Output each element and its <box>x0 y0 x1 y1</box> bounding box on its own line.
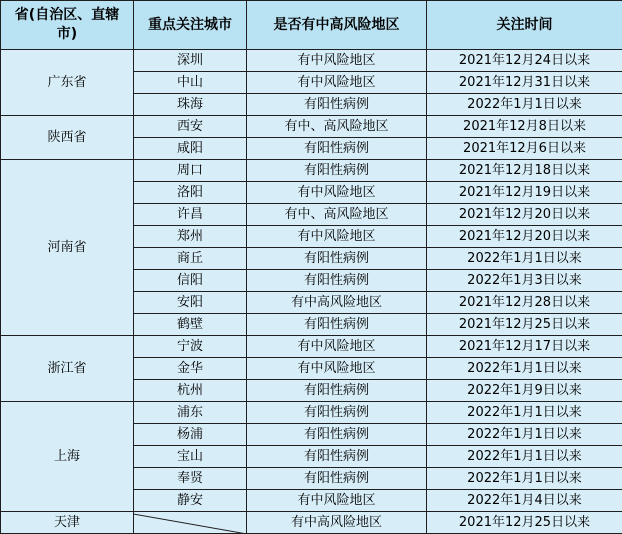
risk-cell: 有中风险地区 <box>247 50 427 72</box>
time-cell: 2021年12月18日以来 <box>427 160 622 182</box>
city-cell: 西安 <box>134 116 247 138</box>
province-cell: 陕西省 <box>1 116 134 160</box>
city-cell: 安阳 <box>134 292 247 314</box>
risk-cell: 有中风险地区 <box>247 72 427 94</box>
time-cell: 2021年12月28日以来 <box>427 292 622 314</box>
time-cell: 2022年1月1日以来 <box>427 94 622 116</box>
city-cell: 洛阳 <box>134 182 247 204</box>
city-cell: 咸阳 <box>134 138 247 160</box>
risk-cell: 有阳性病例 <box>247 248 427 270</box>
table-header-row <box>1 1 622 50</box>
table-body <box>1 50 622 534</box>
risk-cell: 有中风险地区 <box>247 226 427 248</box>
time-cell: 2022年1月1日以来 <box>427 402 622 424</box>
risk-cell: 有中风险地区 <box>247 336 427 358</box>
city-cell: 郑州 <box>134 226 247 248</box>
city-cell: 金华 <box>134 358 247 380</box>
city-cell: 鹤壁 <box>134 314 247 336</box>
table-row <box>1 116 622 138</box>
city-cell: 杭州 <box>134 380 247 402</box>
city-cell: 杨浦 <box>134 424 247 446</box>
risk-cell: 有中、高风险地区 <box>247 204 427 226</box>
time-cell: 2021年12月31日以来 <box>427 72 622 94</box>
time-cell: 2022年1月1日以来 <box>427 358 622 380</box>
risk-cell: 有阳性病例 <box>247 270 427 292</box>
risk-cell: 有阳性病例 <box>247 314 427 336</box>
city-cell: 商丘 <box>134 248 247 270</box>
risk-cell: 有阳性病例 <box>247 160 427 182</box>
city-cell: 珠海 <box>134 94 247 116</box>
province-cell: 河南省 <box>1 160 134 336</box>
province-cell: 浙江省 <box>1 336 134 402</box>
time-cell: 2022年1月3日以来 <box>427 270 622 292</box>
table-row <box>1 160 622 182</box>
time-cell: 2022年1月1日以来 <box>427 468 622 490</box>
time-cell: 2022年1月1日以来 <box>427 446 622 468</box>
city-cell: 中山 <box>134 72 247 94</box>
city-cell: 静安 <box>134 490 247 512</box>
province-cell: 天津 <box>1 512 134 534</box>
city-cell: 信阳 <box>134 270 247 292</box>
time-cell: 2021年12月25日以来 <box>427 314 622 336</box>
risk-cell: 有中高风险地区 <box>247 512 427 534</box>
table-row <box>1 402 622 424</box>
time-cell: 2021年12月20日以来 <box>427 226 622 248</box>
province-cell: 广东省 <box>1 50 134 116</box>
risk-cell: 有阳性病例 <box>247 94 427 116</box>
table-row <box>1 336 622 358</box>
time-cell: 2021年12月20日以来 <box>427 204 622 226</box>
risk-cell: 有阳性病例 <box>247 380 427 402</box>
time-cell: 2022年1月4日以来 <box>427 490 622 512</box>
time-cell: 2022年1月9日以来 <box>427 380 622 402</box>
city-cell: 许昌 <box>134 204 247 226</box>
city-cell-empty <box>134 512 247 534</box>
time-cell: 2021年12月24日以来 <box>427 50 622 72</box>
city-cell: 奉贤 <box>134 468 247 490</box>
table-row <box>1 512 622 534</box>
city-cell: 深圳 <box>134 50 247 72</box>
risk-cell: 有中高风险地区 <box>247 292 427 314</box>
risk-cell: 有中风险地区 <box>247 182 427 204</box>
time-cell: 2022年1月1日以来 <box>427 424 622 446</box>
risk-cell: 有阳性病例 <box>247 138 427 160</box>
risk-cell: 有阳性病例 <box>247 424 427 446</box>
time-cell: 2021年12月19日以来 <box>427 182 622 204</box>
city-cell: 宝山 <box>134 446 247 468</box>
column-header-risk: 是否有中高风险地区 <box>247 1 427 50</box>
city-cell: 周口 <box>134 160 247 182</box>
time-cell: 2021年12月17日以来 <box>427 336 622 358</box>
time-cell: 2022年1月1日以来 <box>427 248 622 270</box>
time-cell: 2021年12月8日以来 <box>427 116 622 138</box>
table-header <box>1 1 622 50</box>
risk-cell: 有中风险地区 <box>247 358 427 380</box>
risk-cell: 有中、高风险地区 <box>247 116 427 138</box>
time-cell: 2021年12月25日以来 <box>427 512 622 534</box>
column-header-time: 关注时间 <box>427 1 622 50</box>
time-cell: 2021年12月6日以来 <box>427 138 622 160</box>
province-cell: 上海 <box>1 402 134 512</box>
table-row <box>1 50 622 72</box>
risk-cell: 有阳性病例 <box>247 402 427 424</box>
column-header-city: 重点关注城市 <box>134 1 247 50</box>
diagonal-slash-icon <box>134 512 246 533</box>
city-cell: 宁波 <box>134 336 247 358</box>
risk-cell: 有阳性病例 <box>247 446 427 468</box>
risk-cell: 有中风险地区 <box>247 490 427 512</box>
city-cell: 浦东 <box>134 402 247 424</box>
column-header-province: 省(自治区、直辖市) <box>1 1 134 50</box>
risk-cell: 有阳性病例 <box>247 468 427 490</box>
